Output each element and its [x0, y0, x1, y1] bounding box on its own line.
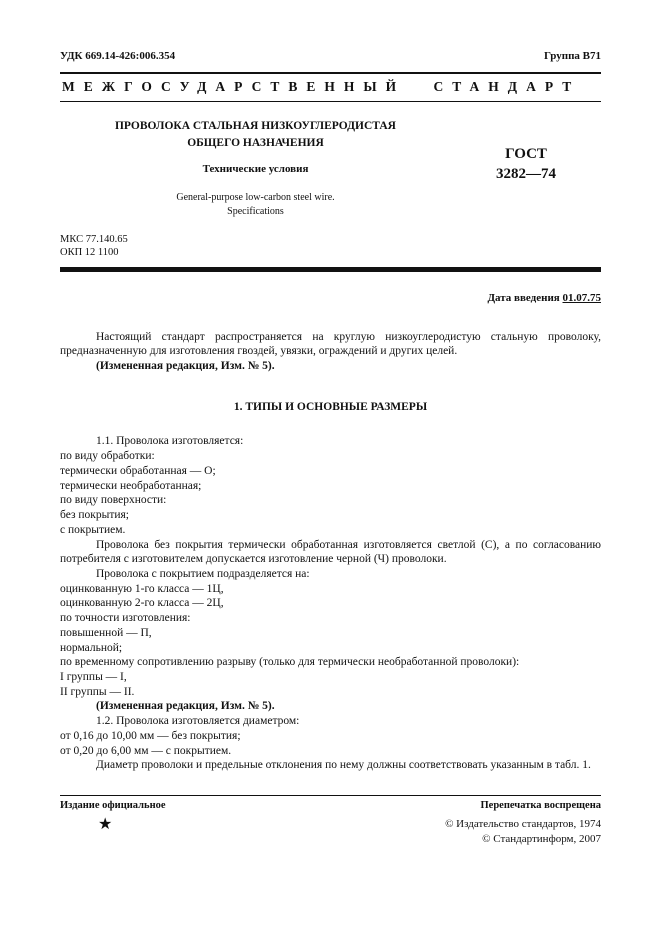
copyright-block [445, 817, 601, 847]
body-line: от 0,20 до 6,00 мм — с покрытием. [60, 744, 232, 757]
introduction-date-value: 01.07.75 [562, 291, 601, 304]
body-line: по точности изготовления: [60, 612, 191, 625]
document-subtitle: Технические условия [202, 163, 309, 176]
separator-bar [60, 267, 601, 272]
body-line: 1.1. Проволока изготовляется: [96, 435, 244, 448]
section-1-title: 1. ТИПЫ И ОСНОВНЫЕ РАЗМЕРЫ [233, 400, 428, 413]
body-line: по виду поверхности: [60, 494, 167, 507]
classification-codes [60, 233, 601, 259]
body-line: повышенной — П, [60, 626, 152, 639]
body-line: без покрытия; [60, 509, 129, 522]
group-code: Группа В71 [543, 50, 601, 62]
document-title-english-line2: Specifications [227, 206, 284, 218]
title-block [60, 118, 601, 219]
document-title-english [60, 191, 451, 219]
document-title-line2: ОБЩЕГО НАЗНАЧЕНИЯ [187, 136, 324, 149]
document-title-english-line1: General-purpose low-carbon steel wire. [176, 192, 335, 204]
reprint-forbidden-label: Перепечатка воспрещена [480, 800, 601, 811]
body-line: Диаметр проволоки и предельные отклонения по нему должны соответствовать указанным в табл. 1. [96, 759, 591, 772]
copyright-line2: © Стандартинформ, 2007 [482, 832, 601, 845]
body-line: II группы — II. [60, 685, 135, 698]
body-line: нормальной; [60, 641, 123, 654]
star-icon: ★ [98, 816, 113, 833]
document-title-line1: ПРОВОЛОКА СТАЛЬНАЯ НИЗКОУГЛЕРОДИСТАЯ [114, 120, 396, 132]
body-line: оцинкованную 1-го класса — 1Ц, [60, 582, 224, 595]
intro-amendment-note: (Измененная редакция, Изм. № 5). [96, 360, 275, 373]
body-line: по виду обработки: [60, 450, 155, 463]
top-line [60, 50, 601, 62]
copyright-line1: © Издательство стандартов, 1974 [445, 818, 601, 830]
udk-code: УДК 669.14-426:006.354 [60, 50, 176, 62]
intro-paragraph: Настоящий стандарт распространяется на круглую низкоуглеродистую стальную проволоку, предназначенную для изготовления гвоздей, увязки, ограждений и других целей. [60, 330, 601, 358]
footer-row [60, 800, 601, 811]
okp-code: ОКП 12 1100 [60, 247, 119, 259]
gost-label: ГОСТ [505, 146, 547, 162]
footer-bottom [60, 817, 601, 847]
body-line: 1.2. Проволока изготовляется диаметром: [96, 715, 300, 728]
standard-banner [60, 72, 601, 102]
body-line: оцинкованную 2-го класса — 2Ц, [60, 597, 224, 610]
body-line: от 0,16 до 10,00 мм — без покрытия; [60, 729, 241, 742]
official-edition-label: Издание официальное [60, 800, 166, 811]
body-line: по временному сопротивлению разрыву (только для термически необработанной проволоки): [60, 656, 520, 669]
section-1-lines [60, 434, 601, 773]
gost-number-block [451, 118, 601, 219]
body-line: (Измененная редакция, Изм. № 5). [96, 700, 275, 713]
introduction-date-label: Дата введения [487, 291, 563, 304]
page-footer [60, 795, 601, 847]
document-title [60, 118, 451, 151]
gost-number: 3282—74 [496, 166, 556, 183]
document-body [60, 330, 601, 773]
body-line: термически обработанная — О; [60, 464, 216, 477]
body-line: термически необработанная; [60, 479, 202, 492]
mks-code: МКС 77.140.65 [60, 234, 128, 246]
banner-bottom-rule [60, 101, 601, 102]
body-line: Проволока без покрытия термически обработанная изготовляется светлой (С), а по согласованию потребителя с изготовителем допускается изготовление черной (Ч) проволоки. [60, 538, 601, 566]
footer-rule [60, 795, 601, 796]
body-line: I группы — I, [60, 670, 127, 683]
title-left-column [60, 118, 451, 219]
standard-type-title: МЕЖГОСУДАРСТВЕННЫЙ СТАНДАРТ [62, 79, 581, 94]
body-line: с покрытием. [60, 523, 126, 536]
introduction-date [60, 292, 601, 304]
body-line: Проволока с покрытием подразделяется на: [96, 567, 310, 580]
